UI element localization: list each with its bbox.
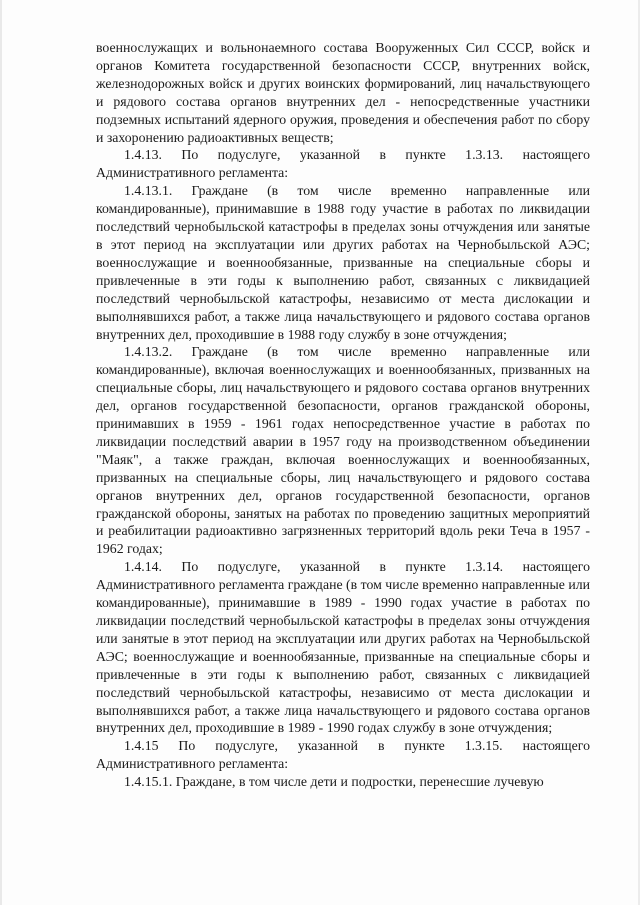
paragraph-1-4-15: 1.4.15 По подуслуге, указанной в пункте 1.3.15. настоящего Административного регламента: — [96, 738, 590, 772]
scan-edge-left — [0, 0, 2, 905]
document-body — [96, 39, 590, 791]
paragraph-continuation: военнослужащих и вольнонаемного состава Вооруженных Сил СССР, войск и органов Комитета государственной безопасности СССР, внутренних войск, железнодорожных войск и других воинских формирований, лиц начальствующего и рядового состава органов внутренних дел - непосредственные участники подземных испытаний ядерного оружия, проведения и обеспечения работ по сбору и захоронению радиоактивных веществ; — [96, 40, 590, 145]
paragraph-1-4-14: 1.4.14. По подуслуге, указанной в пункте 1.3.14. настоящего Административного регламента граждане (в том числе временно направленные или командированные), принимавшие в 1989 - 1990 годах участие в работах по ликвидации последствий чернобыльской катастрофы в пределах зоны отчуждения или занятые в этот период на эксплуатации или других работах на Чернобыльской АЭС; военнослужащие и военнообязанные, призванные на специальные сборы и привлеченные в эти годы к выполнению работ, связанных с ликвидацией последствий чернобыльской катастрофы, независимо от места дислокации и выполнявшихся работ, а также лица начальствующего и рядового состава органов внутренних дел, проходившие в 1989 - 1990 годах службу в зоне отчуждения; — [96, 559, 590, 736]
paragraph-1-4-15-1: 1.4.15.1. Граждане, в том числе дети и подростки, перенесшие лучевую — [124, 774, 544, 790]
paragraph-1-4-13-1: 1.4.13.1. Граждане (в том числе временно направленные или командированные), принимавшие в 1988 году участие в работах по ликвидации последствий чернобыльской катастрофы в пределах зоны отчуждения или занятые в этот период на эксплуатации или других работах на Чернобыльской АЭС; военнослужащие и военнообязанные, призванные на специальные сборы и привлеченные в эти годы к выполнению работ, связанных с ликвидацией последствий чернобыльской катастрофы, независимо от места дислокации и выполнявшихся работ, а также лица начальствующего и рядового состава органов внутренних дел, проходившие в 1988 году службу в зоне отчуждения; — [96, 183, 590, 342]
paragraph-1-4-13: 1.4.13. По подуслуге, указанной в пункте 1.3.13. настоящего Административного регламента: — [96, 147, 590, 181]
paragraph-1-4-13-2: 1.4.13.2. Граждане (в том числе временно направленные или командированные), включая военнослужащих и военнообязанных, призванных на специальные сборы, лиц начальствующего и рядового состава органов внутренних дел, органов государственной безопасности, органов гражданской обороны, принимавших в 1959 - 1961 годах непосредственное участие в работах по ликвидации последствий аварии в 1957 году на производственном объединении "Маяк", а также граждан, включая военнослужащих и военнообязанных, призванных на специальные сборы, лиц начальствующего и рядового состава органов внутренних дел, органов государственной безопасности, органов гражданской обороны, занятых на работах по проведению защитных мероприятий и реабилитации радиоактивно загрязненных территорий вдоль реки Теча в 1957 - 1962 годах; — [96, 344, 590, 557]
